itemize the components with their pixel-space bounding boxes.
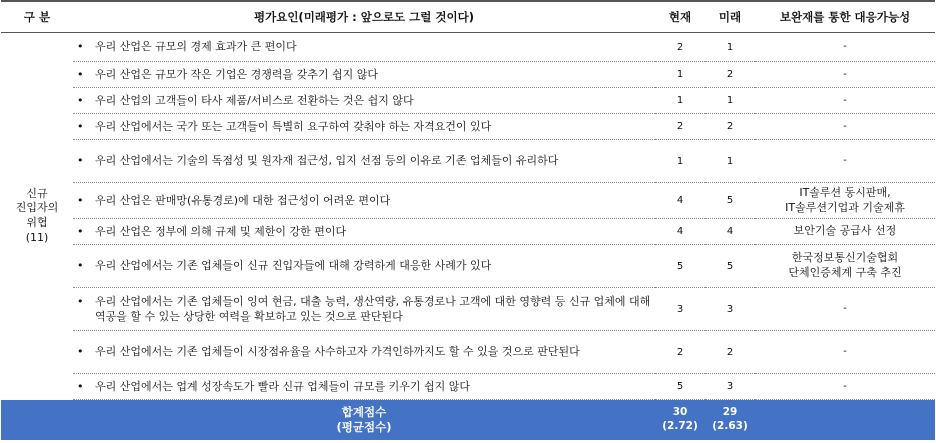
supplement-cell xyxy=(755,88,935,114)
criteria-cell xyxy=(73,88,655,114)
bullet: • xyxy=(77,224,84,238)
category-cell xyxy=(1,33,73,400)
current-score: 1 xyxy=(655,140,705,183)
criteria-text: 우리 산업은 규모의 경제 효과가 큰 편이다 xyxy=(95,40,297,54)
bullet: • xyxy=(77,119,84,133)
bullet: • xyxy=(77,40,84,54)
supplement-text: - xyxy=(843,346,847,358)
supplement-text: - xyxy=(843,303,847,315)
future-score: 2 xyxy=(705,114,755,140)
current-score: 2 xyxy=(655,114,705,140)
table-row xyxy=(1,88,935,114)
criteria-cell xyxy=(73,140,655,183)
supplement-text: 한국정보통신기술협회 xyxy=(791,251,899,265)
future-score: 4 xyxy=(705,219,755,245)
table-header xyxy=(1,1,935,33)
table-row xyxy=(1,374,935,400)
current-score: 5 xyxy=(655,245,705,288)
header-category: 구 분 xyxy=(1,1,73,33)
table-row xyxy=(1,33,935,62)
current-score: 3 xyxy=(655,288,705,331)
supplement-text: - xyxy=(843,380,847,392)
criteria-text: 우리 산업에서는 기존 업체들이 잉여 현금, 대출 능력, 생산역량, 유통경로나 고객에 대한 영향력 등 신규 업체에 대해 역공을 할 수 있는 상당한 여력을 확보하고 있는 것으로 판단된다 xyxy=(95,294,651,323)
future-score: 5 xyxy=(705,245,755,288)
header-row xyxy=(1,1,935,33)
total-spacer xyxy=(1,400,73,440)
table-body xyxy=(1,33,935,440)
header-supplement: 보완재를 통한 대응가능성 xyxy=(755,1,935,33)
current-score: 2 xyxy=(655,331,705,374)
current-score: 5 xyxy=(655,374,705,400)
table-row xyxy=(1,140,935,183)
table-row xyxy=(1,62,935,88)
current-score: 1 xyxy=(655,88,705,114)
supplement-cell xyxy=(755,33,935,62)
table-row xyxy=(1,114,935,140)
criteria-text: 우리 산업에서는 국가 또는 고객들이 특별히 요구하여 갖춰야 하는 자격요건이 있다 xyxy=(95,119,492,133)
total-row xyxy=(1,400,935,440)
criteria-text: 우리 산업은 판매망(유통경로)에 대한 접근성이 어려운 편이다 xyxy=(95,193,391,207)
table-row xyxy=(1,288,935,331)
criteria-text: 우리 산업은 정부에 의해 규제 및 제한이 강한 편이다 xyxy=(95,224,347,238)
bullet: • xyxy=(77,93,84,107)
future-score: 1 xyxy=(705,140,755,183)
criteria-cell xyxy=(73,183,655,219)
future-score: 3 xyxy=(705,374,755,400)
bullet: • xyxy=(77,193,84,207)
criteria-cell xyxy=(73,62,655,88)
total-current-cell xyxy=(655,400,705,440)
table-row xyxy=(1,219,935,245)
current-score: 2 xyxy=(655,33,705,62)
bullet: • xyxy=(77,67,84,81)
criteria-cell xyxy=(73,245,655,288)
supplement-text: IT솔루션 동시판매, xyxy=(799,185,891,199)
supplement-cell xyxy=(755,219,935,245)
future-score: 2 xyxy=(705,331,755,374)
current-score: 4 xyxy=(655,183,705,219)
criteria-text: 우리 산업에서는 기술의 독점성 및 원자재 접근성, 입지 선점 등의 이유로 기존 업체들이 유리하다 xyxy=(95,154,559,168)
bullet: • xyxy=(77,154,84,168)
future-score: 1 xyxy=(705,33,755,62)
supplement-text: - xyxy=(843,155,847,167)
criteria-text: 우리 산업의 고객들이 타사 제품/서비스로 전환하는 것은 쉽지 않다 xyxy=(95,93,414,107)
total-label-cell xyxy=(73,400,655,440)
supplement-cell xyxy=(755,245,935,288)
header-current: 현재 xyxy=(655,1,705,33)
future-score: 2 xyxy=(705,62,755,88)
supplement-text-line-2: 단체인증체계 구축 추진 xyxy=(788,266,902,279)
table-row xyxy=(1,183,935,219)
supplement-cell xyxy=(755,331,935,374)
total-current-avg: (2.72) xyxy=(662,419,698,432)
supplement-text: - xyxy=(843,68,847,80)
supplement-text: - xyxy=(843,120,847,132)
total-supplement-spacer xyxy=(755,400,935,440)
total-future-cell xyxy=(705,400,755,440)
category-line-1: 신규 xyxy=(26,186,48,200)
bullet: • xyxy=(77,345,84,359)
supplement-cell xyxy=(755,374,935,400)
criteria-cell xyxy=(73,288,655,331)
table-row xyxy=(1,331,935,374)
header-criteria: 평가요인(미래평가 : 앞으로도 그럴 것이다) xyxy=(73,1,655,33)
supplement-cell xyxy=(755,140,935,183)
supplement-text: - xyxy=(843,41,847,53)
total-future-avg: (2.63) xyxy=(712,419,748,432)
future-score: 1 xyxy=(705,88,755,114)
criteria-text: 우리 산업에서는 업계 성장속도가 빨라 신규 업체들이 규모를 키우기 쉽지 않다 xyxy=(95,379,470,393)
evaluation-table xyxy=(1,0,935,440)
supplement-cell xyxy=(755,183,935,219)
future-score: 5 xyxy=(705,183,755,219)
bullet: • xyxy=(77,294,84,308)
supplement-text: 보안기술 공급사 선정 xyxy=(793,224,897,238)
criteria-cell xyxy=(73,331,655,374)
criteria-cell xyxy=(73,219,655,245)
supplement-text: - xyxy=(843,94,847,106)
criteria-text: 우리 산업은 규모가 작은 기업은 경쟁력을 갖추기 쉽지 않다 xyxy=(95,67,378,81)
total-current: 30 xyxy=(672,406,688,419)
supplement-cell xyxy=(755,62,935,88)
supplement-text-line-2: IT솔루션기업과 기술제휴 xyxy=(785,200,905,214)
table-row xyxy=(1,245,935,288)
category-line-3: 위협 xyxy=(26,216,48,230)
criteria-cell xyxy=(73,33,655,62)
total-future: 29 xyxy=(722,406,738,419)
criteria-cell xyxy=(73,374,655,400)
total-sublabel: (평균점수) xyxy=(336,419,392,434)
criteria-text: 우리 산업에서는 기존 업체들이 시장점유율을 사수하고자 가격인하까지도 할 수 있을 것으로 판단된다 xyxy=(95,345,580,359)
criteria-text: 우리 산업에서는 기존 업체들이 신규 진입자들에 대해 강력하게 대응한 사례가 있다 xyxy=(95,259,492,273)
future-score: 3 xyxy=(705,288,755,331)
supplement-cell xyxy=(755,288,935,331)
criteria-cell xyxy=(73,114,655,140)
current-score: 4 xyxy=(655,219,705,245)
supplement-cell xyxy=(755,114,935,140)
total-label: 합계점수 xyxy=(341,404,387,419)
category-line-4: (11) xyxy=(25,231,49,245)
current-score: 1 xyxy=(655,62,705,88)
category-line-2: 진입자의 xyxy=(15,201,59,215)
bullet: • xyxy=(77,259,84,273)
bullet: • xyxy=(77,379,84,393)
header-future: 미래 xyxy=(705,1,755,33)
